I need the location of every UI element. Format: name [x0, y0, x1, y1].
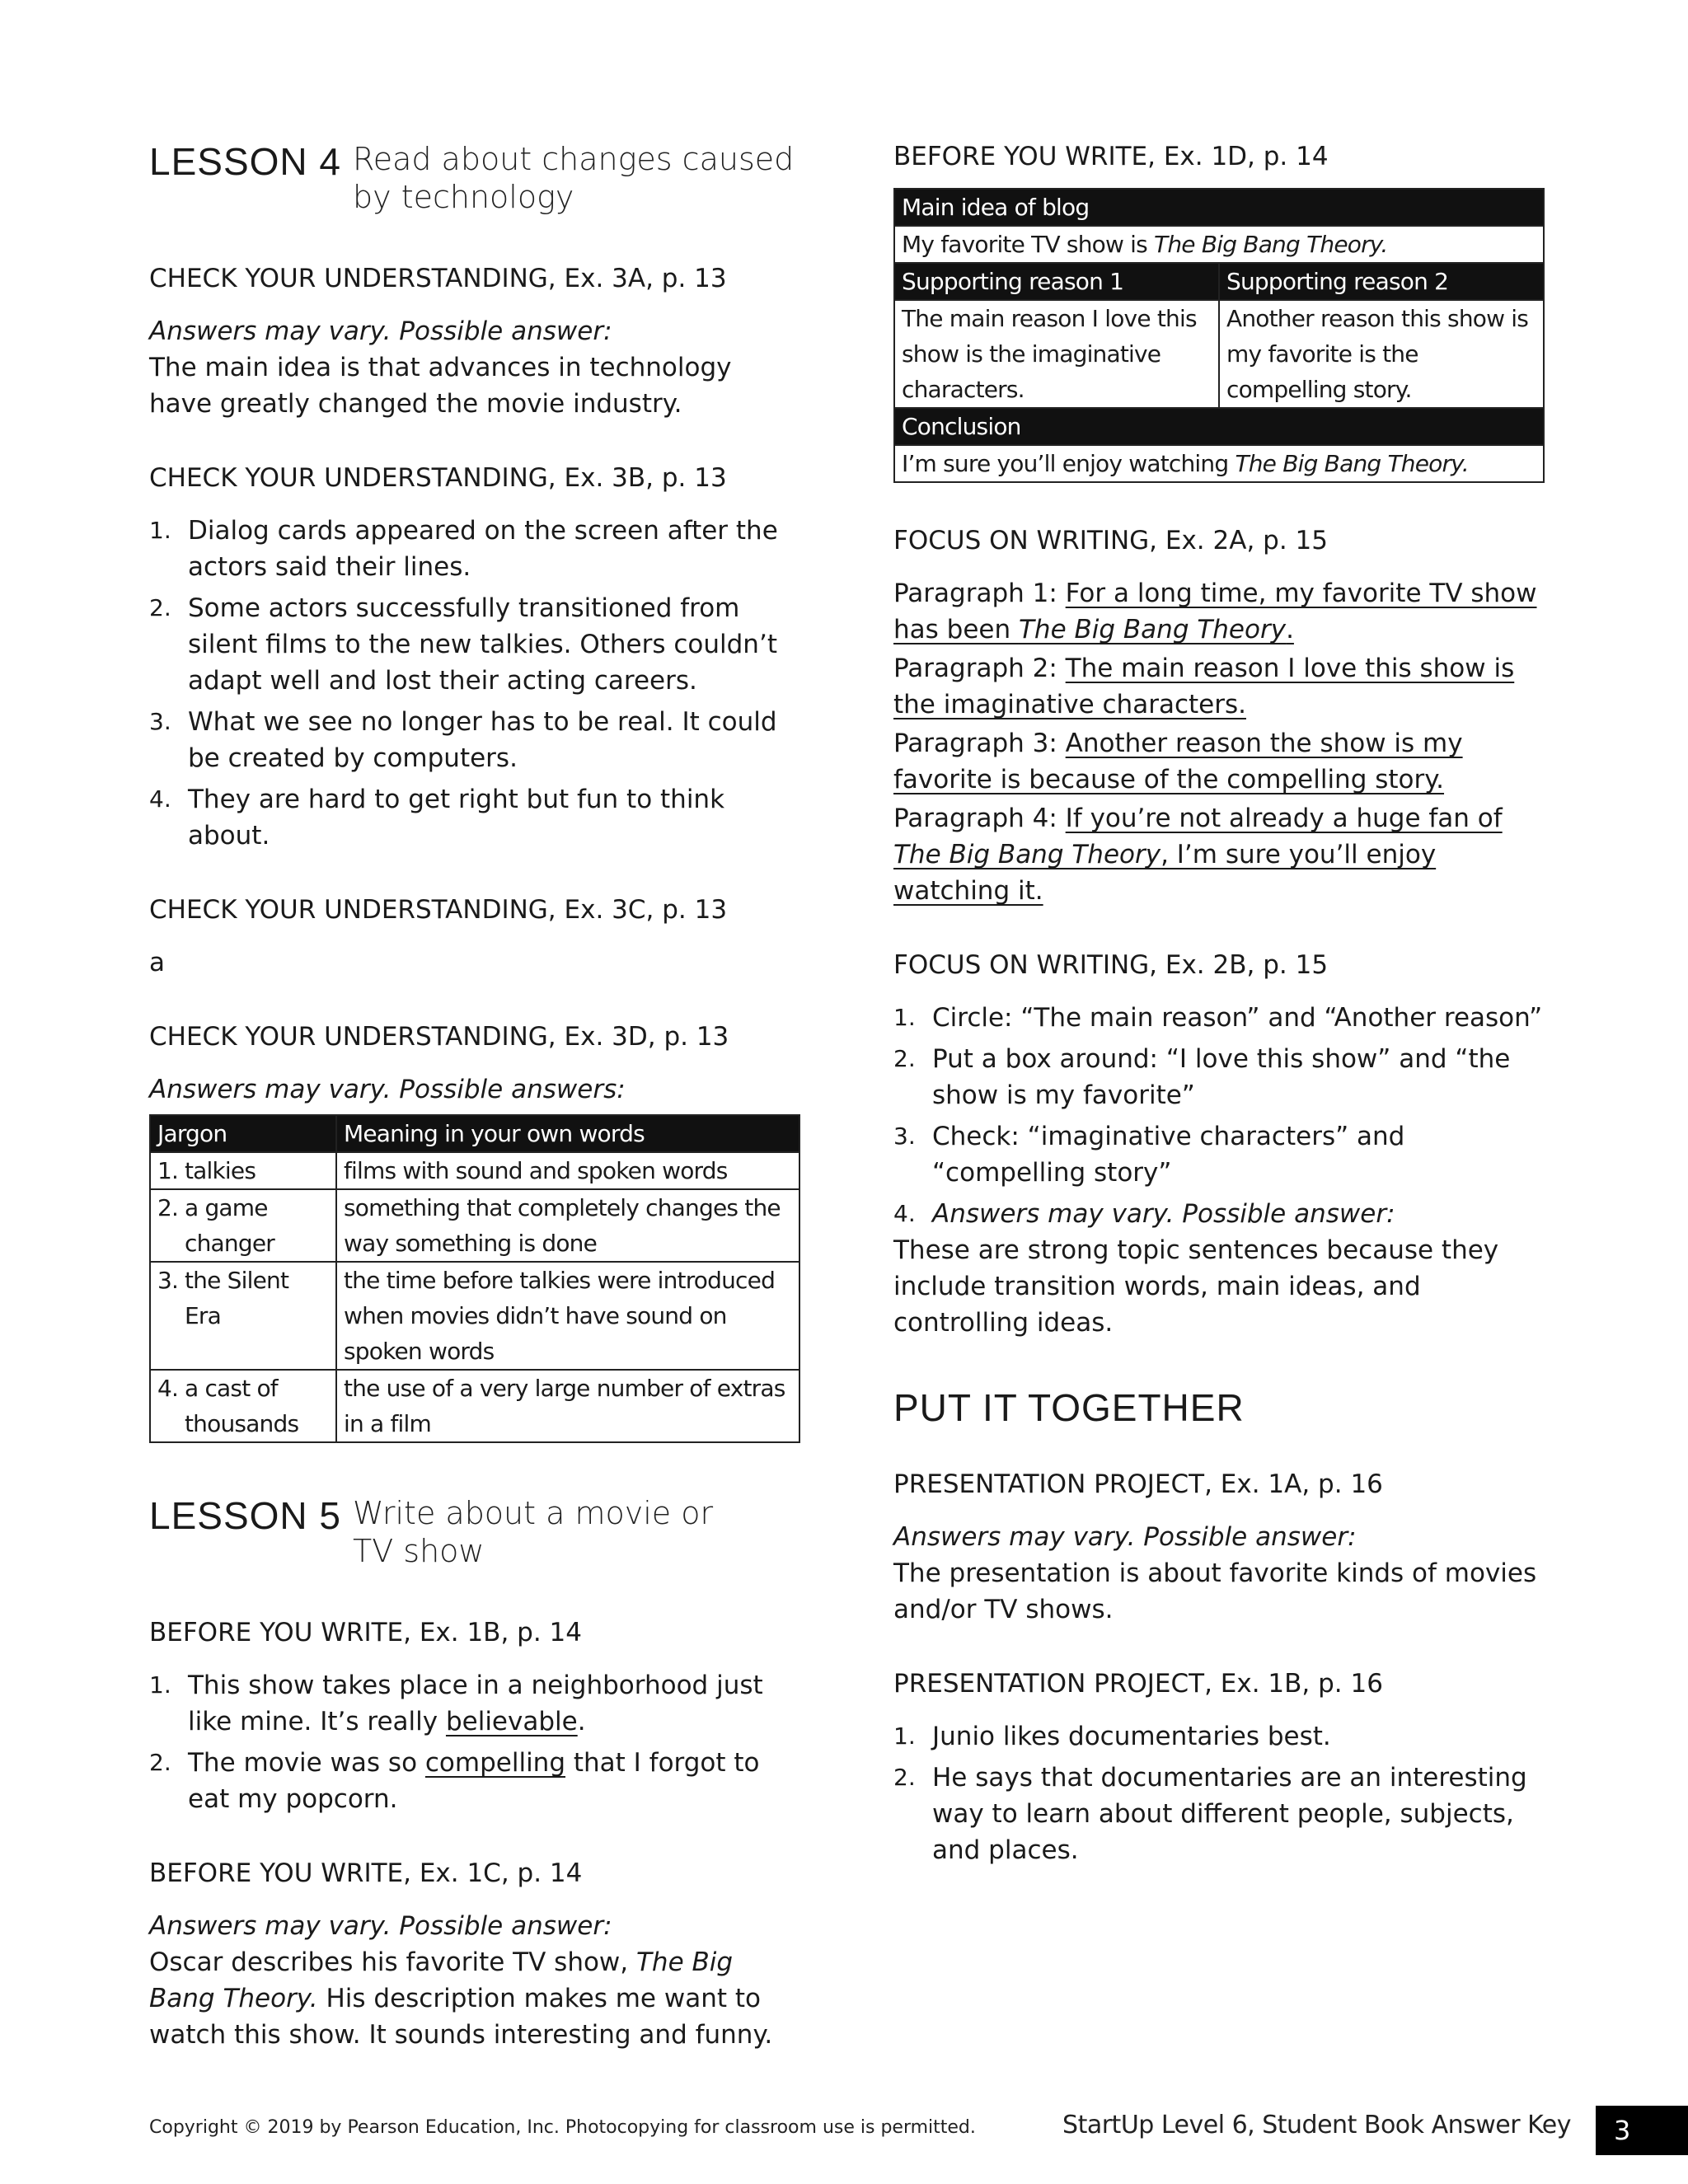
underlined-word: believable [445, 1707, 578, 1736]
list-item: 2. Some actors successfully transitioned from silent films to the new talkies. Others couldn’t adapt well and lost their acting careers. [149, 593, 777, 696]
table-row: 4. a cast of thousands the use of a very large number of extras in a film [150, 1370, 799, 1442]
list-item: 1. Circle: “The main reason” and “Another reason” [893, 1003, 1543, 1033]
section-heading: BEFORE YOU WRITE, Ex. 1C, p. 14 [149, 1858, 583, 1888]
paragraph-answer: Paragraph 2: The main reason I love this show is the imaginative characters. [893, 654, 1515, 719]
section-heading: FOCUS ON WRITING, Ex. 2A, p. 15 [893, 526, 1328, 555]
answer-text: The presentation is about favorite kinds of movies and/or TV shows. [893, 1558, 1537, 1624]
list-item: 2. The movie was so compelling that I forgot to eat my popcorn. [149, 1748, 760, 1814]
section-3c [149, 893, 800, 981]
list-item: 2. Put a box around: “I love this show” and “the show is my favorite” [893, 1044, 1511, 1110]
section-heading: CHECK YOUR UNDERSTANDING, Ex. 3D, p. 13 [149, 1022, 729, 1052]
lesson-title: Write about a movie or TV show [353, 1495, 714, 1569]
section-1c [149, 1857, 800, 2053]
paragraph-answer: Paragraph 3: Another reason the show is my favorite is because of the compelling story. [893, 729, 1463, 794]
table-header: Supporting reason 1 [894, 263, 1219, 300]
list-item: 3. Check: “imaginative characters” and “compelling story” [893, 1122, 1405, 1188]
lesson-5-heading [149, 1494, 800, 1570]
list-item: 1. Junio likes documentaries best. [893, 1722, 1331, 1751]
lesson-4-heading [149, 140, 800, 216]
list-item: 3. What we see no longer has to be real. It could be created by computers. [149, 707, 777, 773]
section-heading: CHECK YOUR UNDERSTANDING, Ex. 3A, p. 13 [149, 264, 727, 293]
answer-text: The main idea is that advances in technology have greatly changed the movie industry. [149, 353, 732, 419]
list-item: 1. This show takes place in a neighborhood just like mine. It’s really believable. [149, 1671, 763, 1736]
section-3b [149, 462, 800, 854]
answer-text: These are strong topic sentences because they include transition words, main ideas, and controlling ideas. [893, 1235, 1499, 1338]
table-row: 1. talkies films with sound and spoken words [150, 1152, 799, 1189]
section-heading: PRESENTATION PROJECT, Ex. 1B, p. 16 [893, 1669, 1383, 1699]
paragraph-answer: Paragraph 1: For a long time, my favorite TV show has been The Big Bang Theory. [893, 579, 1537, 644]
answer-note: Answers may vary. Possible answer: [893, 1522, 1357, 1552]
table-header: Meaning in your own words [336, 1115, 799, 1152]
answer-text: a [149, 948, 165, 977]
answer-note: Answers may vary. Possible answer: [149, 1911, 612, 1941]
section-1d [893, 140, 1545, 483]
table-header-row [150, 1115, 799, 1152]
section-1b [149, 1616, 800, 1817]
underlined-word: compelling [424, 1748, 566, 1778]
right-column [893, 140, 1545, 1908]
section-3a [149, 262, 800, 422]
section-2b [893, 949, 1545, 1341]
list-item: 1. Dialog cards appeared on the screen after the actors said their lines. [149, 516, 778, 582]
section-heading: FOCUS ON WRITING, Ex. 2B, p. 15 [893, 950, 1329, 980]
jargon-table [149, 1114, 800, 1443]
blog-organizer-table: Main idea of blog My favorite TV show is The Big Bang Theory. Supporting reason 1 Supporting reason 2 The main reason I love this show is the imaginative characters. Another reason this show is my favorite is the compelling story. Conclusion I’m sure you’ll enjoy watching The Big Bang Theory. [893, 188, 1545, 483]
lesson-number: LESSON 4 [149, 140, 341, 183]
table-header: Conclusion [894, 408, 1544, 445]
put-it-together-heading: PUT IT TOGETHER [893, 1386, 1245, 1429]
page-footer [0, 2106, 1688, 2155]
table-header: Jargon [150, 1115, 336, 1152]
section-heading: CHECK YOUR UNDERSTANDING, Ex. 3C, p. 13 [149, 895, 728, 925]
left-column [149, 140, 800, 2093]
list-item: 4. They are hard to get right but fun to think about. [149, 785, 725, 851]
section-heading: PRESENTATION PROJECT, Ex. 1A, p. 16 [893, 1469, 1383, 1499]
answer-note: Answers may vary. Possible answers: [149, 1075, 626, 1104]
answer-text: Oscar describes his favorite TV show, The Big Bang Theory. His description makes me want to watch this show. It sounds interesting and funny. [149, 1947, 773, 2050]
section-3d [149, 1020, 800, 1443]
answer-list [893, 1718, 1545, 1868]
list-item: 2. He says that documentaries are an interesting way to learn about different people, subjects, and places. [893, 1763, 1527, 1865]
page-number: 3 [1596, 2106, 1688, 2155]
table-row: 2. a game changer something that completely changes the way something is done [150, 1189, 799, 1262]
lesson-number: LESSON 5 [149, 1494, 341, 1537]
answer-list [893, 1000, 1545, 1232]
section-presentation-1b [893, 1667, 1545, 1868]
section-presentation-1a [893, 1468, 1545, 1628]
copyright-text: Copyright © 2019 by Pearson Education, Inc. Photocopying for classroom use is permitted. [149, 2117, 976, 2138]
answer-list [149, 513, 800, 854]
lesson-title: Read about changes caused by technology [353, 141, 795, 215]
paragraph-answer: Paragraph 4: If you’re not already a huge fan of The Big Bang Theory, I’m sure you’ll enjoy watching it. [893, 804, 1503, 906]
series-title: StartUp Level 6, Student Book Answer Key [1062, 2111, 1571, 2139]
list-item: 4. Answers may vary. Possible answer: [893, 1199, 1395, 1229]
section-heading: BEFORE YOU WRITE, Ex. 1B, p. 14 [149, 1618, 582, 1647]
answer-note: Answers may vary. Possible answer: [149, 316, 612, 346]
section-2a [893, 524, 1545, 909]
section-heading: CHECK YOUR UNDERSTANDING, Ex. 3B, p. 13 [149, 463, 727, 493]
table-row: 3. the Silent Era the time before talkies were introduced when movies didn’t have sound on spoken words [150, 1262, 799, 1370]
table-header: Supporting reason 2 [1219, 263, 1544, 300]
answer-list [149, 1667, 800, 1817]
table-header: Main idea of blog [894, 189, 1544, 226]
section-heading: BEFORE YOU WRITE, Ex. 1D, p. 14 [893, 142, 1329, 171]
